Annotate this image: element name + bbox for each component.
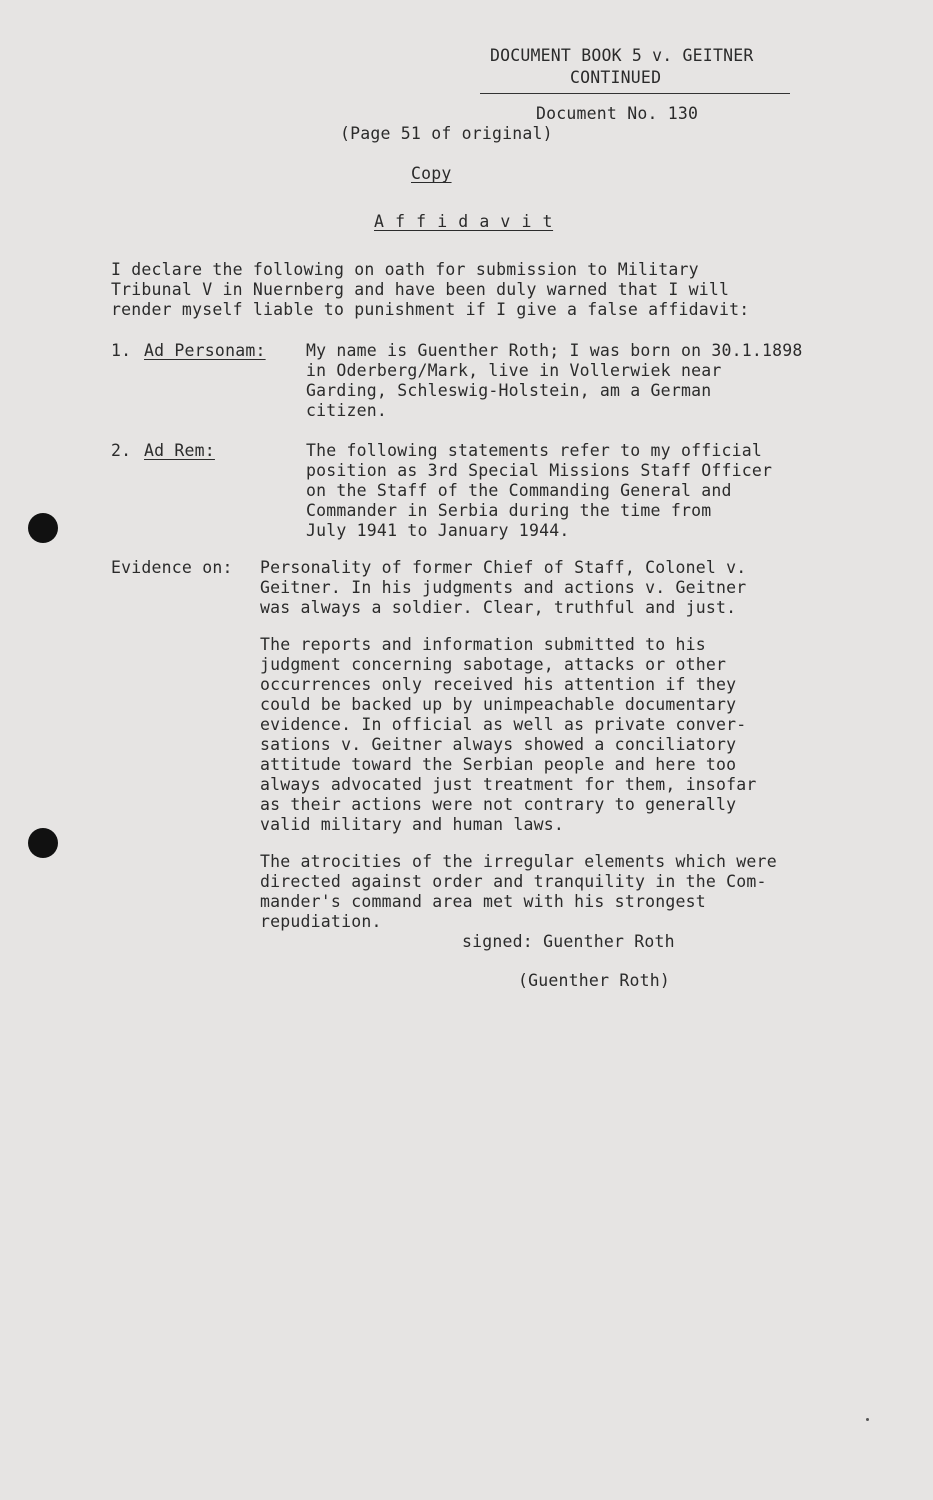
punch-hole <box>28 828 58 858</box>
punch-hole <box>28 513 58 543</box>
item-label: Ad Rem: <box>144 441 215 460</box>
document-number: Document No. 130 <box>536 104 699 123</box>
paper-speck <box>866 1418 869 1421</box>
item-label: Ad Personam: <box>144 341 266 360</box>
continued-label: CONTINUED <box>570 68 662 87</box>
item-number: 2. <box>111 441 132 460</box>
signature-line: signed: Guenther Roth <box>462 932 675 951</box>
copy-label: Copy <box>411 164 452 183</box>
document-book-line: DOCUMENT BOOK 5 v. GEITNER <box>490 46 754 65</box>
header-rule <box>480 93 790 94</box>
item-number: 1. <box>111 341 132 360</box>
affidavit-title: A f f i d a v i t <box>374 212 554 231</box>
page-reference: (Page 51 of original) <box>340 124 553 143</box>
document-page: DOCUMENT BOOK 5 v. GEITNER CONTINUED Document No. 130 (Page 51 of original) Copy A f f i d a v i t I declare the following on oath for submission to Military Tribunal V in Nuernberg and have been duly warned that I will render myself liable to punishment if I give a false affidavit: 1. Ad Personam: My name is Guenther Roth; I was born on 30.1.1898 in Oderberg/Mark, live in Vollerwiek near Garding, Schleswig-Holstein, am a German citizen. 2. Ad Rem: The following statements refer to my official position as 3rd Special Missions Staff Officer on the Staff of the Commanding General and Commander in Serbia during the time from July 1941 to January 1944. Evidence on: Personality of former Chief of Staff, Colonel v. Geitner. In his judgments and actions v. Geitner was always a soldier. Clear, truthful and just. The reports and information submitted to his judgment concerning sabotage, attacks or other occurrences only received his attention if they could be backed up by unimpeachable documentary evidence. In official as well as private conver- sations v. Geitner always showed a conciliatory attitude toward the Serbian people and here too always advocated just treatment for them, insofar as their actions were not contrary to generally valid military and human laws. The atrocities of the irregular elements which were directed against order and tranquility in the Com- mander's command area met with his strongest repudiation. signed: Guenther Roth (Guenther Roth) <box>0 0 933 1500</box>
evidence-label: Evidence on: <box>111 558 233 577</box>
signature-name: (Guenther Roth) <box>518 971 671 990</box>
